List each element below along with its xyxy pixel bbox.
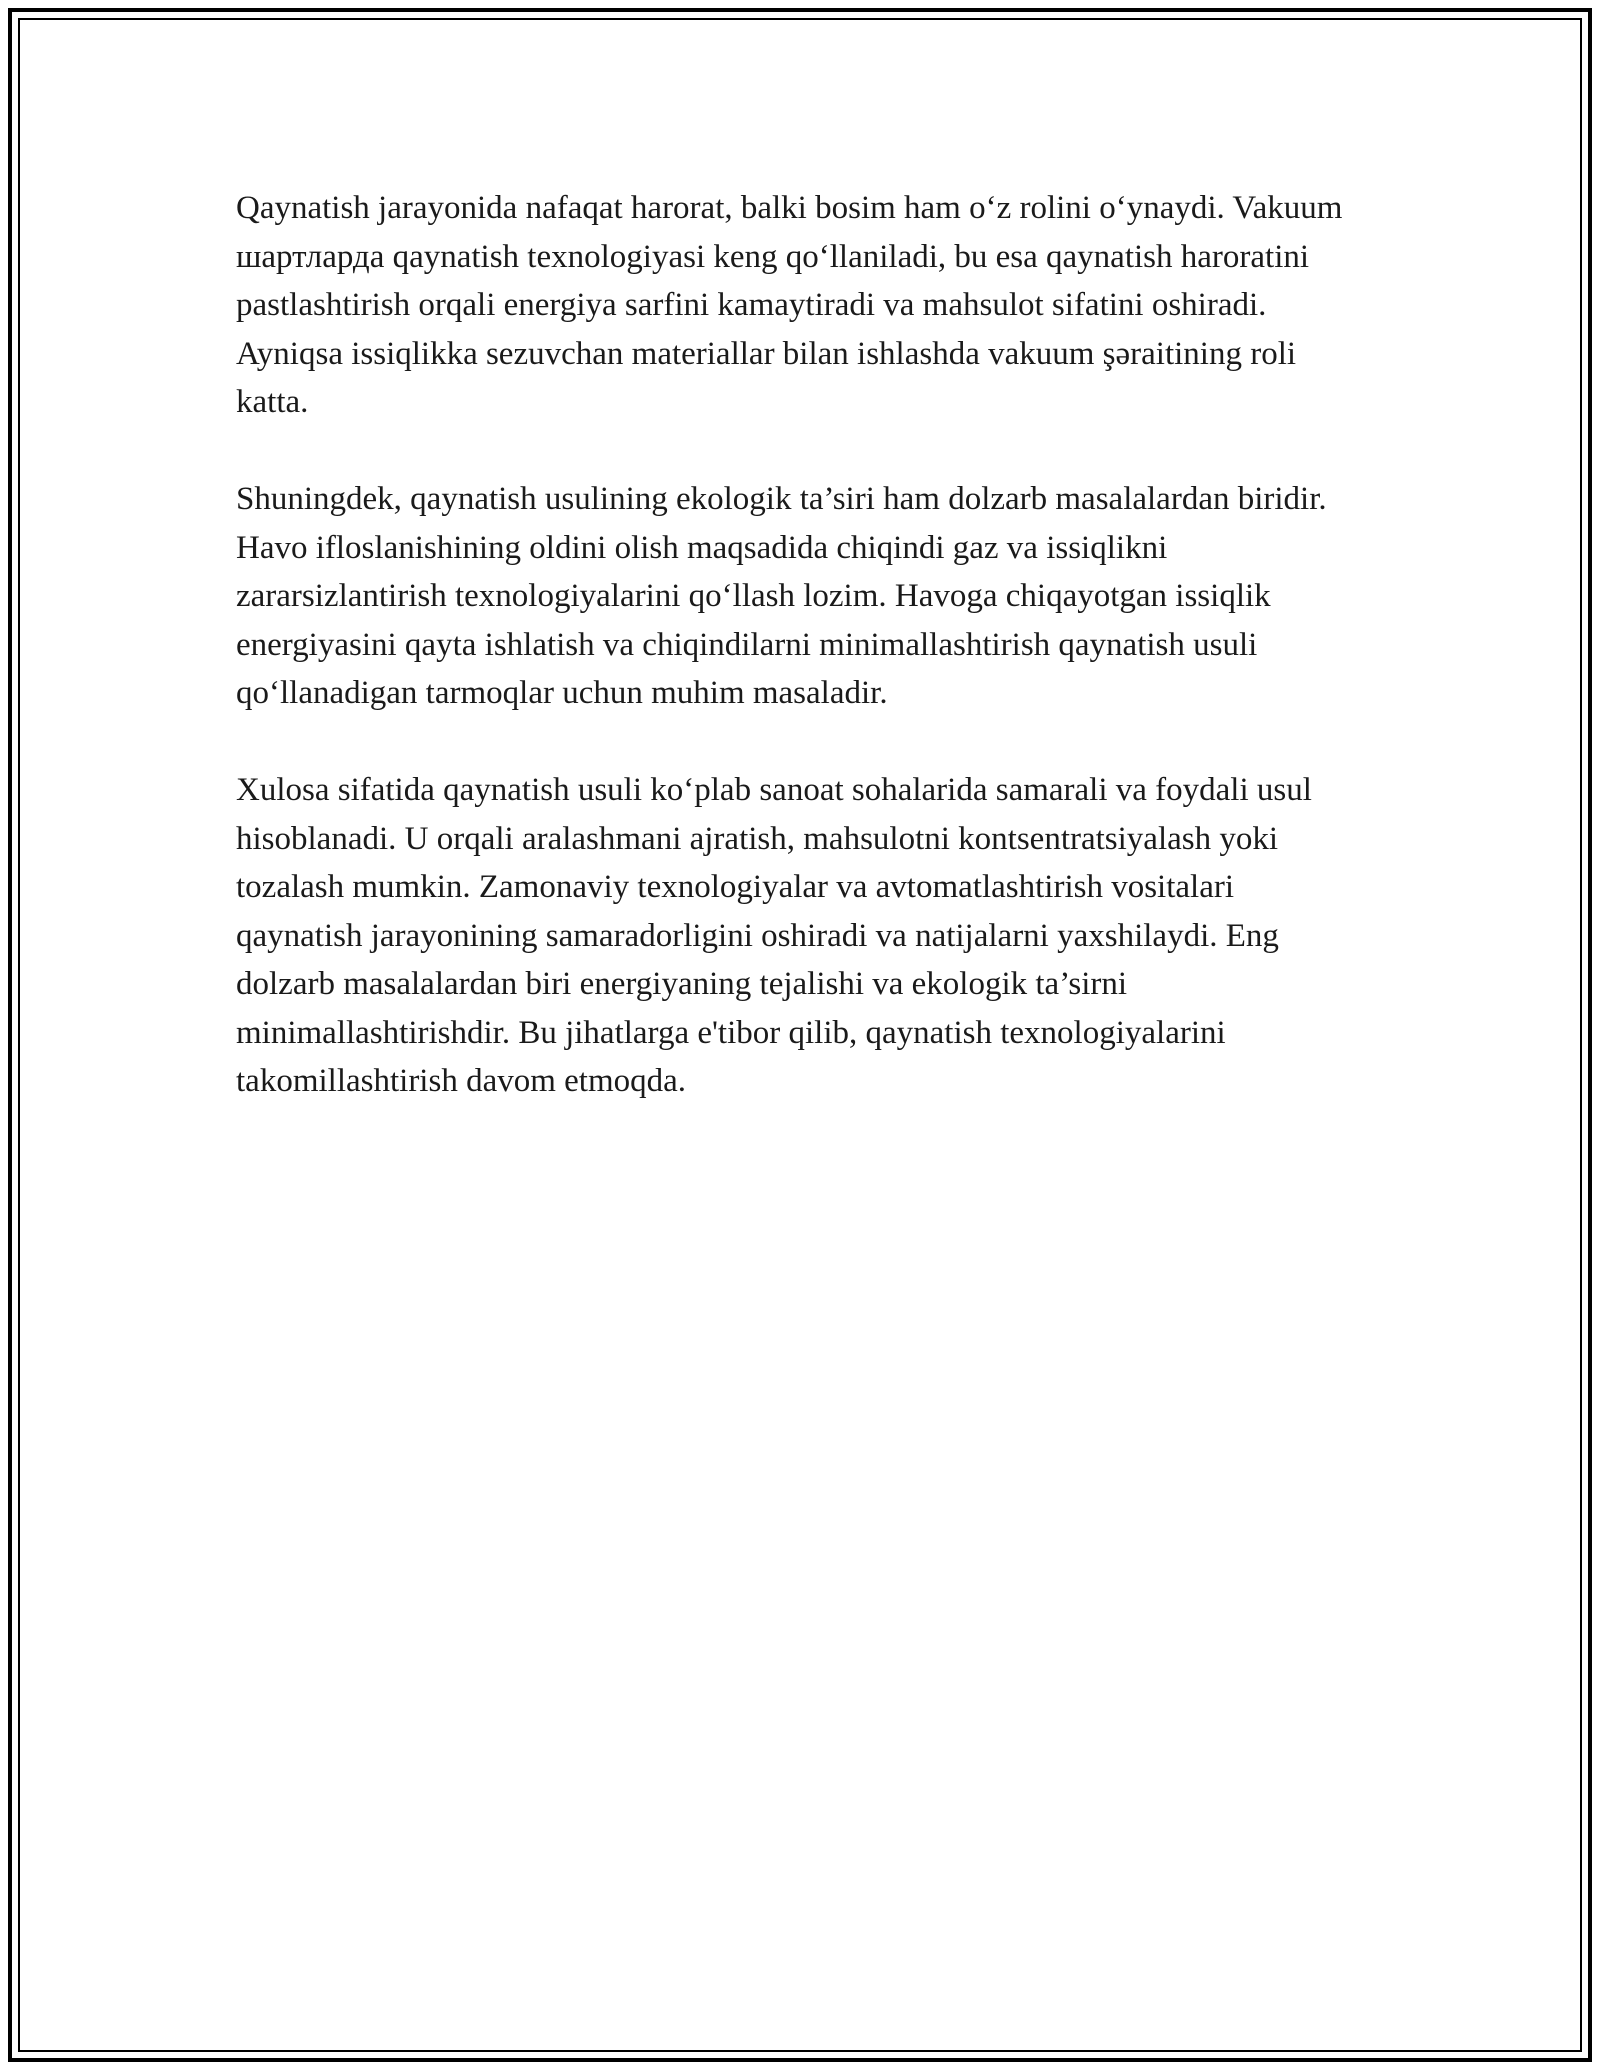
document-body (236, 184, 1366, 1154)
paragraph-2: Shuningdek, qaynatish usulining ekologik ta’siri ham dolzarb masalalardan biridir. Havo ifloslanishining oldini olish maqsadida chiqindi gaz va issiqlikni zararsizlantirish texnologiyalarini qo‘llash lozim. Havoga chiqayotgan issiqlik energiyasini qayta ishlatish va chiqindilarni minimallashtirish qaynatish usuli qo‘llanadigan tarmoqlar uchun muhim masaladir. (236, 481, 1327, 711)
paragraph-3: Xulosa sifatida qaynatish usuli ko‘plab sanoat sohalarida samarali va foydali usul hisoblanadi. U orqali aralashmani ajratish, mahsulotni kontsentratsiyalash yoki tozalash mumkin. Zamonaviy texnologiyalar va avtomatlashtirish vositalari qaynatish jarayonining samaradorligini oshiradi va natijalarni yaxshilaydi. Eng dolzarb masalalardan biri energiyaning tejalishi va ekologik ta’sirni minimallashtirishdir. Bu jihatlarga e'tibor qilib, qaynatish texnologiyalarini takomillashtirish davom etmoqda. (236, 772, 1312, 1099)
paragraph-1: Qaynatish jarayonida nafaqat harorat, balki bosim ham o‘z rolini o‘ynaydi. Vakuum шартларда qaynatish texnologiyasi keng qo‘llaniladi, bu esa qaynatish haroratini pastlashtirish orqali energiya sarfini kamaytiradi va mahsulot sifatini oshiradi. Ayniqsa issiqlikka sezuvchan materiallar bilan ishlashda vakuum şəraitining roli katta. (236, 190, 1343, 420)
